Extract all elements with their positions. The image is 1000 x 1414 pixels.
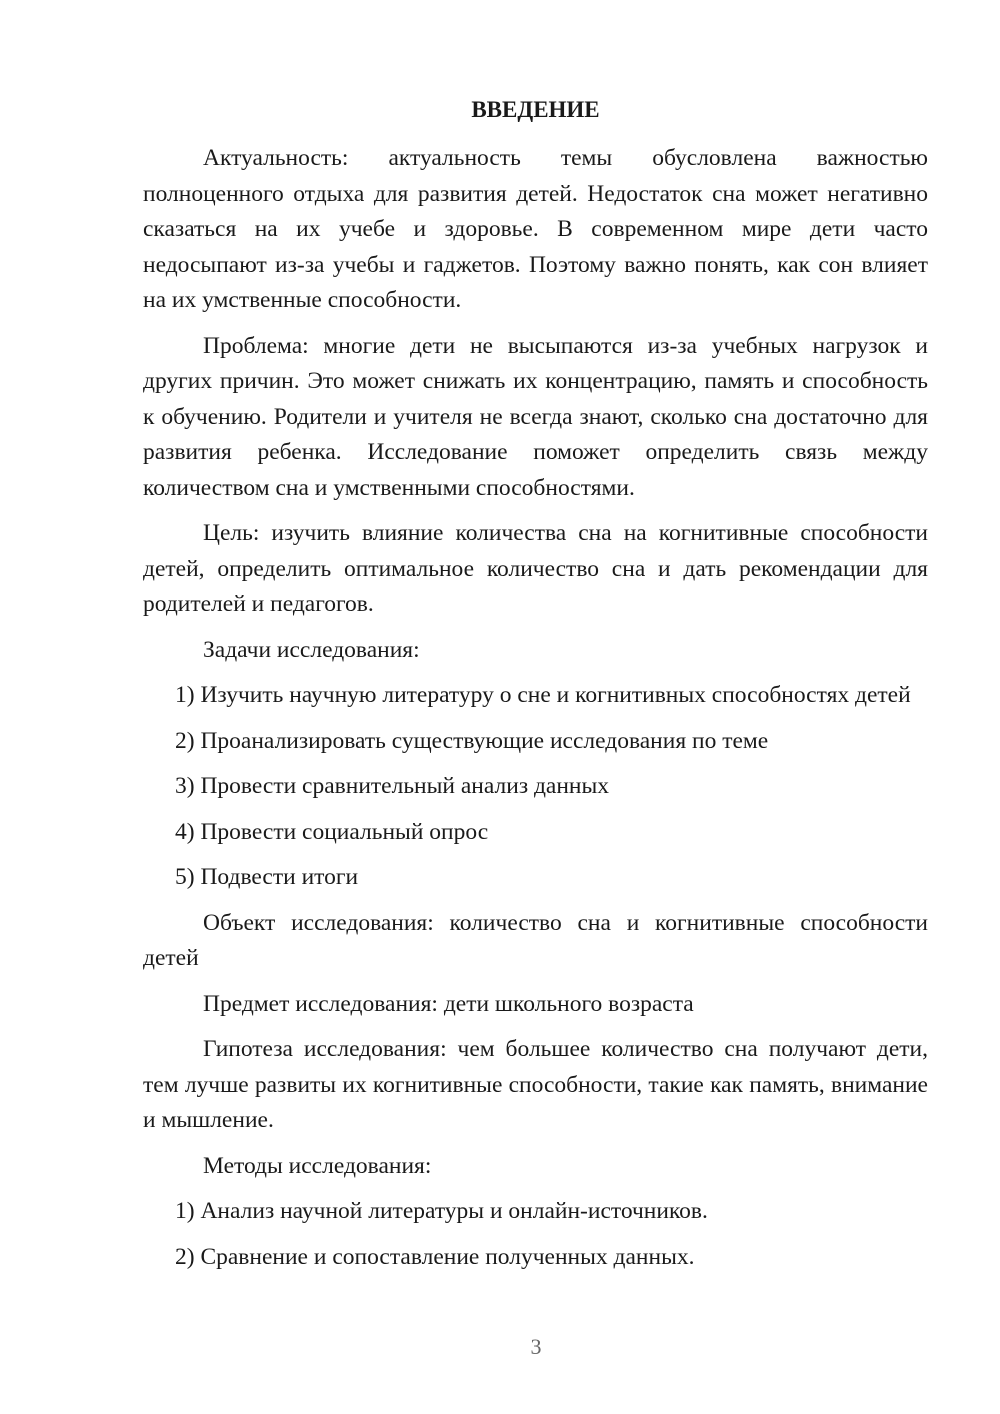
section-title: ВВЕДЕНИЕ: [471, 97, 600, 122]
goal-paragraph: Цель: изучить влияние количества сна на когнитивные способности детей, определить оптимальное количество сна и дать рекомендации для родителей и педагогов.: [143, 520, 928, 617]
task-item-1: 1) Изучить научную литературу о сне и когнитивных способностях детей: [175, 682, 911, 708]
task-item-4: 4) Провести социальный опрос: [175, 818, 489, 845]
task-item-2: 2) Проанализировать существующие исследования по теме: [175, 727, 769, 754]
page-number: 3: [530, 1334, 542, 1359]
subject-paragraph: Предмет исследования: дети школьного возраста: [203, 990, 694, 1017]
task-item-3: 3) Провести сравнительный анализ данных: [175, 773, 610, 799]
method-item-2: 2) Сравнение и сопоставление полученных данных.: [175, 1243, 695, 1270]
hypothesis-paragraph: Гипотеза исследования: чем большее количество сна получают дети, тем лучше развиты их когнитивные способности, такие как память, внимание и мышление.: [143, 1036, 928, 1133]
methods-heading: Методы исследования:: [203, 1152, 432, 1179]
object-paragraph: Объект исследования: количество сна и когнитивные способности детей: [143, 909, 928, 971]
document-page: [143, 92, 928, 1285]
tasks-heading: Задачи исследования:: [203, 636, 420, 663]
problem-paragraph: Проблема: многие дети не высыпаются из-за учебных нагрузок и других причин. Это может снижать их концентрацию, память и способность к обучению. Родители и учителя не всегда знают, сколько сна достаточно для развития ребенка. Исследование поможет определить связь между количеством сна и умственными способностями.: [143, 332, 928, 501]
task-item-5: 5) Подвести итоги: [175, 864, 359, 890]
relevance-paragraph: Актуальность: актуальность темы обусловлена важностью полноценного отдыха для развития детей. Недостаток сна может негативно сказаться на их учебе и здоровье. В современном мире дети часто недосыпают из-за учебы и гаджетов. Поэтому важно понять, как сон влияет на их умственные способности.: [143, 145, 928, 313]
method-item-1: 1) Анализ научной литературы и онлайн-источников.: [175, 1198, 708, 1224]
